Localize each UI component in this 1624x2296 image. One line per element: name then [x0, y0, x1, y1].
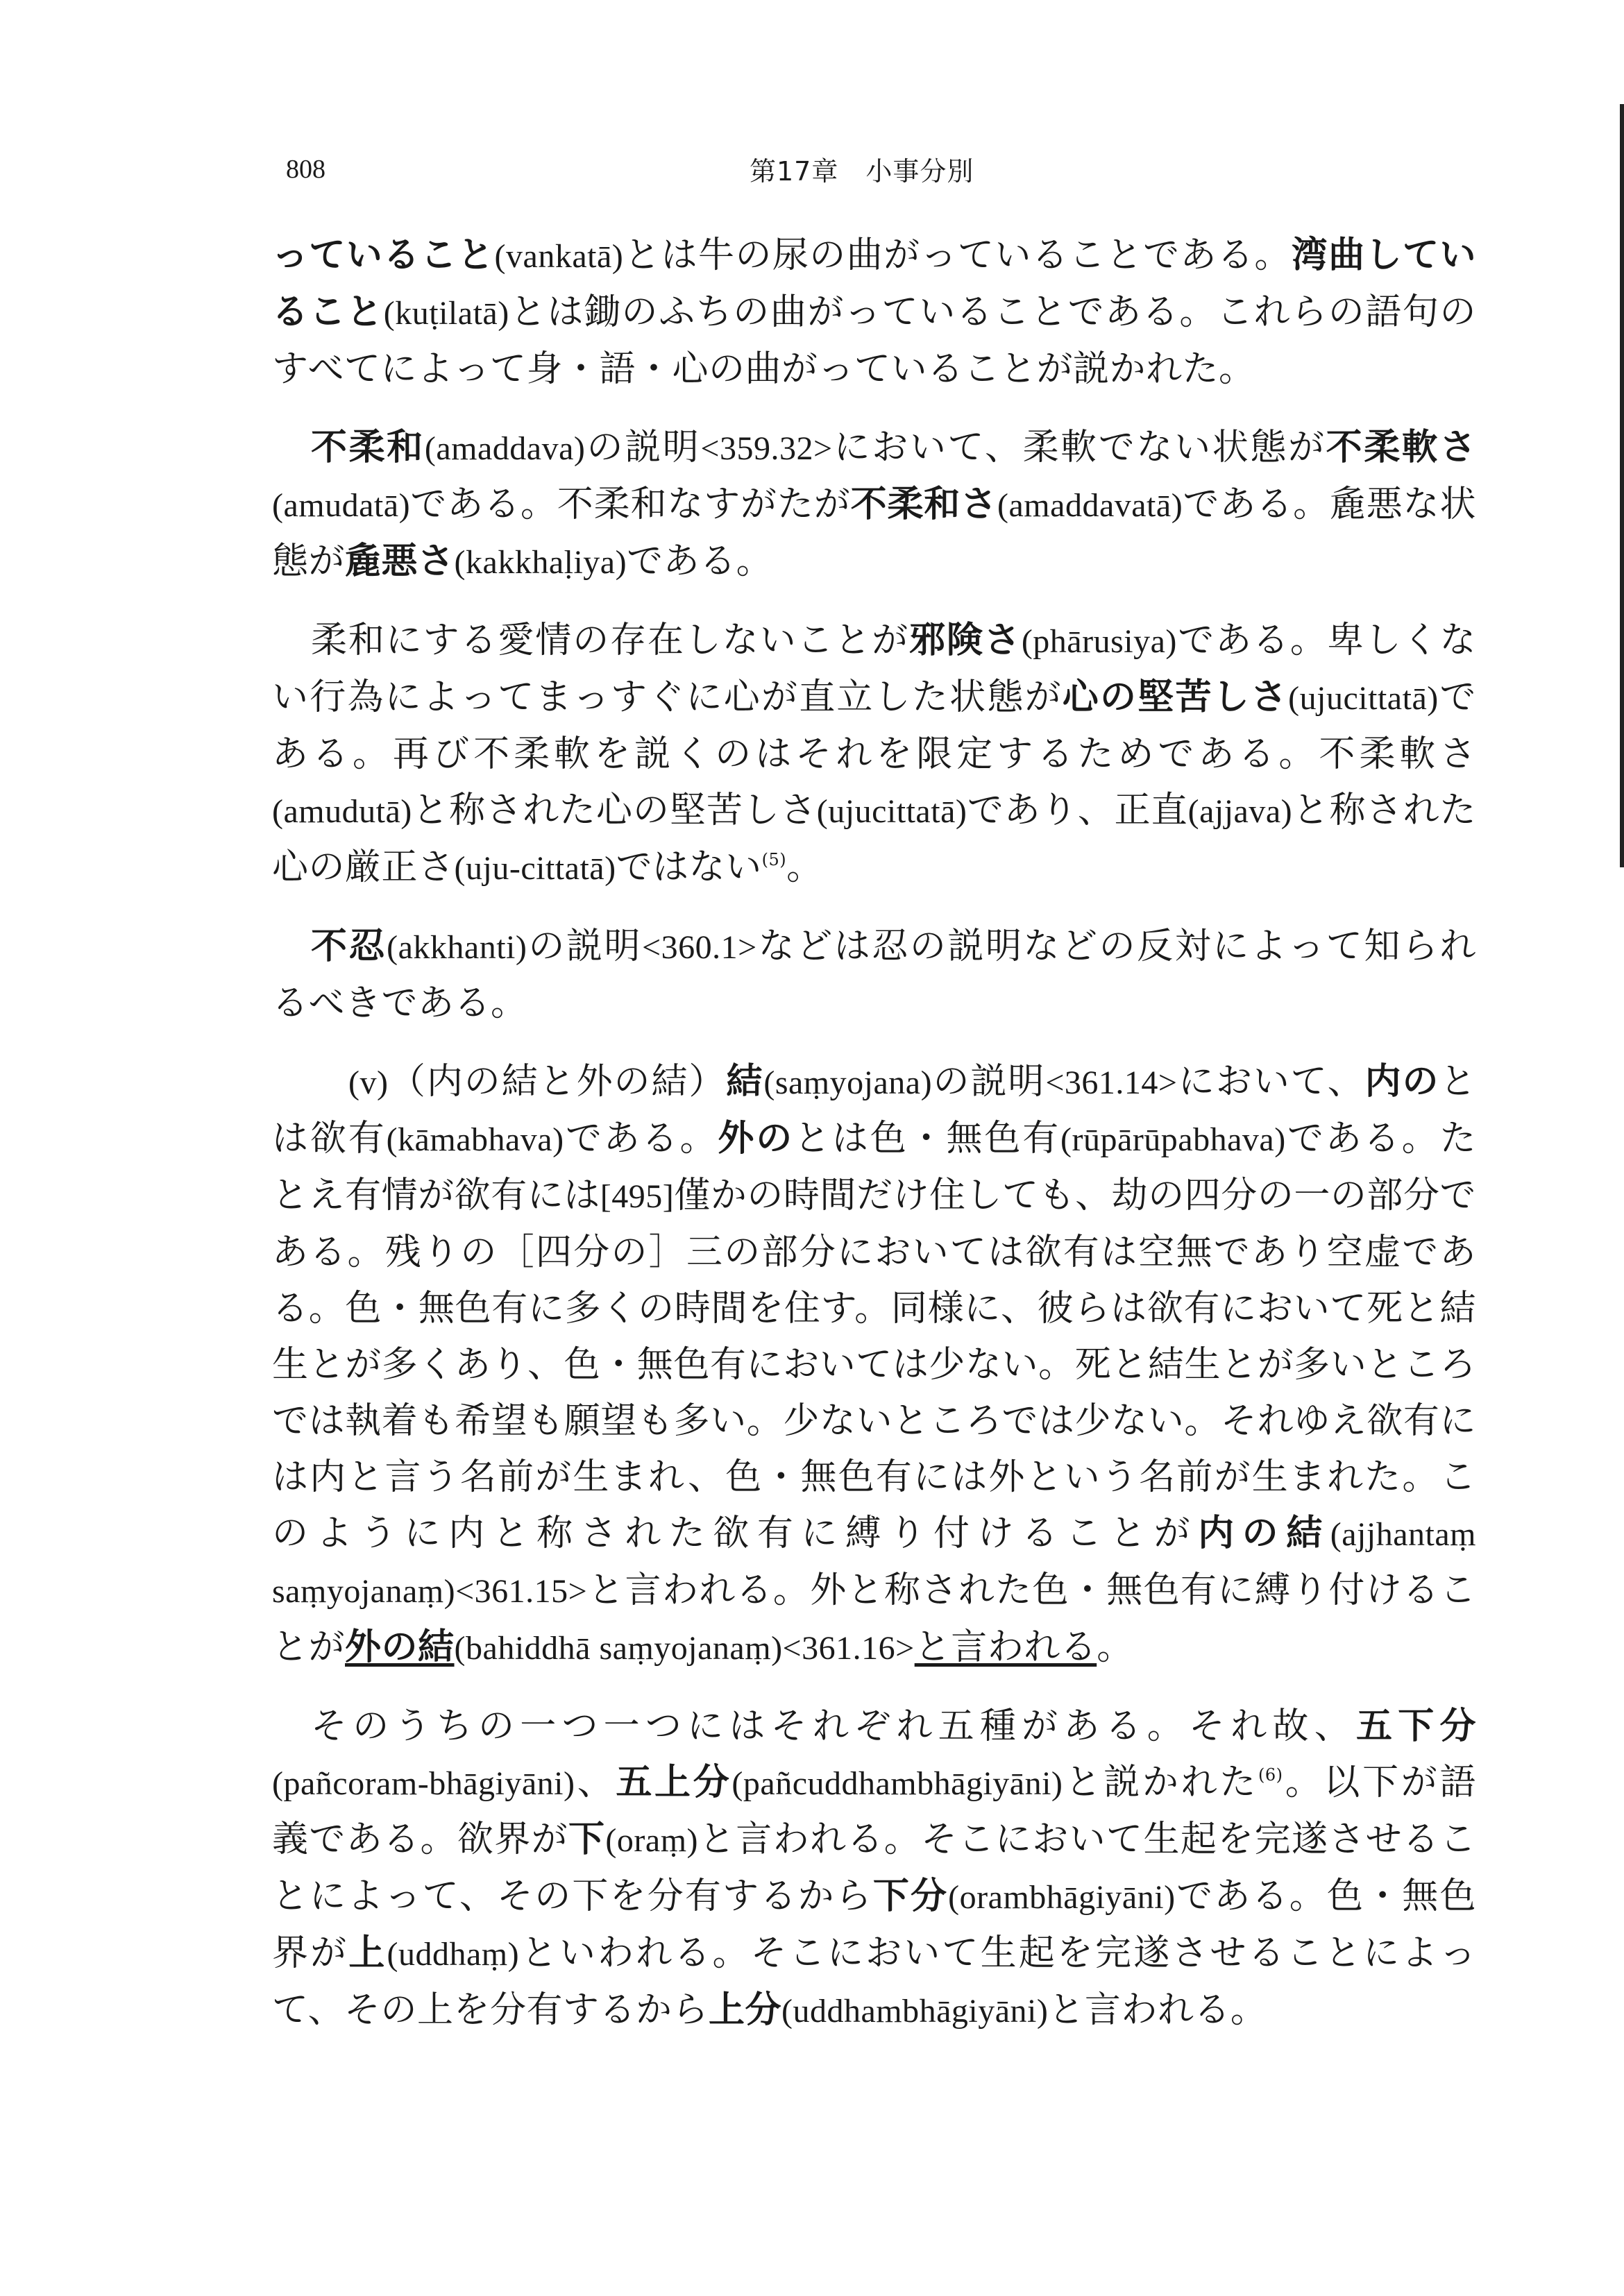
page-edge-shadow [1620, 104, 1624, 867]
pali-term: (kuṭilatā) [383, 295, 509, 332]
pali-term: (phārusiya) [1021, 623, 1177, 660]
text: 僅かの時間だけ住しても、劫の四分の一の部分である。残りの［四分の］三の部分においては欲有は空無であり空虚である。色・無色有に多くの時間を住す。同様に、彼らは欲有において死と結生とが多くあり、色・無色有においては少ない。死と結生とが多いところでは執着も希望も願望も多い。少ないところでは少ない。それゆえ欲有には内と言う名前が生まれ、色・無色有には外という名前が生まれた。このように内と称された欲有に縛り付けることが [272, 1175, 1476, 1554]
paragraph-3 [272, 613, 1476, 896]
pali-term: (oraṃ) [605, 1822, 699, 1859]
text: である。 [627, 541, 773, 582]
term: 上分 [708, 1989, 781, 2031]
text: と言われる。そこにおいて生起を完遂させることによって、その下を分有するから [272, 1819, 1476, 1917]
term: 下分 [872, 1876, 949, 1917]
text: と称された心の厳正さ [272, 790, 1476, 888]
pali-term: (kāmabhava) [386, 1121, 564, 1158]
text: である。麁悪な状態が [272, 484, 1476, 582]
term: 心の堅苦しさ [1062, 677, 1289, 718]
section-number: (v) [348, 1064, 389, 1101]
footnote-marker[interactable]: (6) [1258, 1765, 1283, 1785]
pali-term: (ujucittatā) [1288, 680, 1439, 717]
term: 湾曲していること [272, 235, 1476, 333]
pali-term: (vankatā) [494, 238, 624, 275]
pali-term: (amudatā) [272, 487, 411, 524]
text: とは欲有 [272, 1061, 1476, 1159]
text: であり、正直 [967, 790, 1188, 831]
paragraph-6 [272, 1699, 1476, 2039]
paragraph-2 [272, 420, 1476, 590]
page-reference: [495] [600, 1178, 675, 1215]
pali-term: (uddhambhāgiyāni) [781, 1993, 1049, 2030]
text: と言われる。外と称された色・無色有に縛り付けることが [272, 1570, 1476, 1668]
term: 不柔軟さ [1326, 427, 1476, 468]
text: である。色・無色界が [272, 1876, 1476, 1974]
pali-term: (pañcoram-bhāgiyāni) [272, 1765, 575, 1802]
term: 内の結 [1198, 1513, 1330, 1554]
term: 外の [718, 1118, 795, 1159]
pali-term: (amaddava) [424, 430, 586, 467]
pali-term: (amudutā) [272, 793, 412, 830]
term: 不柔和さ [850, 484, 998, 525]
section-heading: （内の結と外の結） [388, 1061, 727, 1103]
text: とは色・無色有 [794, 1118, 1061, 1159]
reference: <360.1> [642, 929, 757, 966]
pali-term: (orambhāgiyāni) [948, 1879, 1176, 1916]
text: である。卑しくない行為によってまっすぐに心が直立した状態が [272, 620, 1476, 718]
text: において、柔軟でない状態が [832, 427, 1326, 468]
text: 。 [786, 847, 823, 888]
text: において、 [1177, 1061, 1365, 1103]
text: 柔和にする愛情の存在しないことが [311, 620, 910, 661]
pali-term: (saṃyojana) [763, 1064, 933, 1101]
term: っていること [272, 235, 495, 276]
term: 下 [568, 1819, 606, 1860]
text-underlined: と言われる [914, 1626, 1097, 1668]
pali-term: (ajjava) [1187, 793, 1293, 830]
text: と言われる。 [1048, 1989, 1267, 2031]
text: の説明 [585, 427, 701, 468]
pali-term: (uju-cittatā) [454, 850, 616, 887]
pali-term: (rūpārūpabhava) [1060, 1121, 1286, 1158]
text: である。 [564, 1118, 718, 1159]
page-body [272, 228, 1476, 2039]
text: 。以下が語義である。欲界が [272, 1762, 1476, 1860]
term: 邪険さ [909, 620, 1022, 661]
pali-term: (akkhanti) [387, 929, 527, 966]
pali-term: (ujucittatā) [816, 793, 967, 830]
pali-term: (uddhaṃ) [387, 1936, 520, 1973]
term-underlined: 外の結 [345, 1626, 455, 1668]
pali-term: (ajjhantaṃ saṃyojanaṃ) [272, 1516, 1476, 1610]
page-number: 808 [286, 155, 325, 184]
reference: <361.15> [455, 1573, 588, 1610]
text: 、 [575, 1762, 616, 1803]
footnote-marker[interactable]: (5) [761, 850, 787, 869]
reference: <359.32> [700, 430, 833, 467]
paragraph-1 [272, 228, 1476, 398]
term: 内の [1364, 1061, 1440, 1103]
paragraph-4 [272, 919, 1476, 1032]
text: と称された心の堅苦しさ [412, 790, 817, 831]
text: ではない [616, 847, 762, 888]
text: といわれる。そこにおいて生起を完遂させることによって、その上を分有するから [272, 1932, 1476, 2031]
text: 。 [1097, 1626, 1133, 1668]
text: である。不柔和なすがたが [410, 484, 851, 525]
pali-term: (kakkhaḷiya) [454, 544, 627, 581]
text: そのうちの一つ一つにはそれぞれ五種がある。それ故、 [311, 1706, 1356, 1747]
reference: <361.16> [782, 1630, 915, 1667]
term: 結 [726, 1061, 764, 1103]
running-title: 第17章 小事分別 [750, 156, 974, 187]
term: 上 [348, 1932, 387, 1974]
text: の説明 [932, 1061, 1046, 1103]
text: とは鋤のふちの曲がっていることである。これらの語句のすべてによって身・語・心の曲がっていることが説かれた。 [272, 291, 1476, 390]
pali-term: (amaddavatā) [997, 487, 1183, 524]
pali-term: (pañcuddhambhāgiyāni) [731, 1765, 1063, 1802]
text: とは牛の尿の曲がっていることである。 [623, 235, 1292, 276]
page-header [0, 154, 1624, 196]
term: 五下分 [1356, 1706, 1476, 1747]
term: 不柔和 [311, 427, 425, 468]
text: などは忍の説明などの反対によって知られるべきである。 [272, 926, 1476, 1024]
text: である。再び不柔軟を説くのはそれを限定するためである。不柔軟さ [272, 677, 1476, 775]
reference: <361.14> [1045, 1064, 1178, 1101]
paragraph-5 [272, 1054, 1476, 1676]
term: 麁悪さ [345, 541, 455, 582]
text: である。たとえ有情が欲有には [272, 1118, 1476, 1216]
term: 五上分 [616, 1762, 732, 1803]
text: と説かれた [1063, 1762, 1259, 1803]
text: の説明 [527, 926, 643, 967]
pali-term: (bahiddhā saṃyojanaṃ) [454, 1630, 783, 1667]
term: 不忍 [311, 926, 387, 967]
